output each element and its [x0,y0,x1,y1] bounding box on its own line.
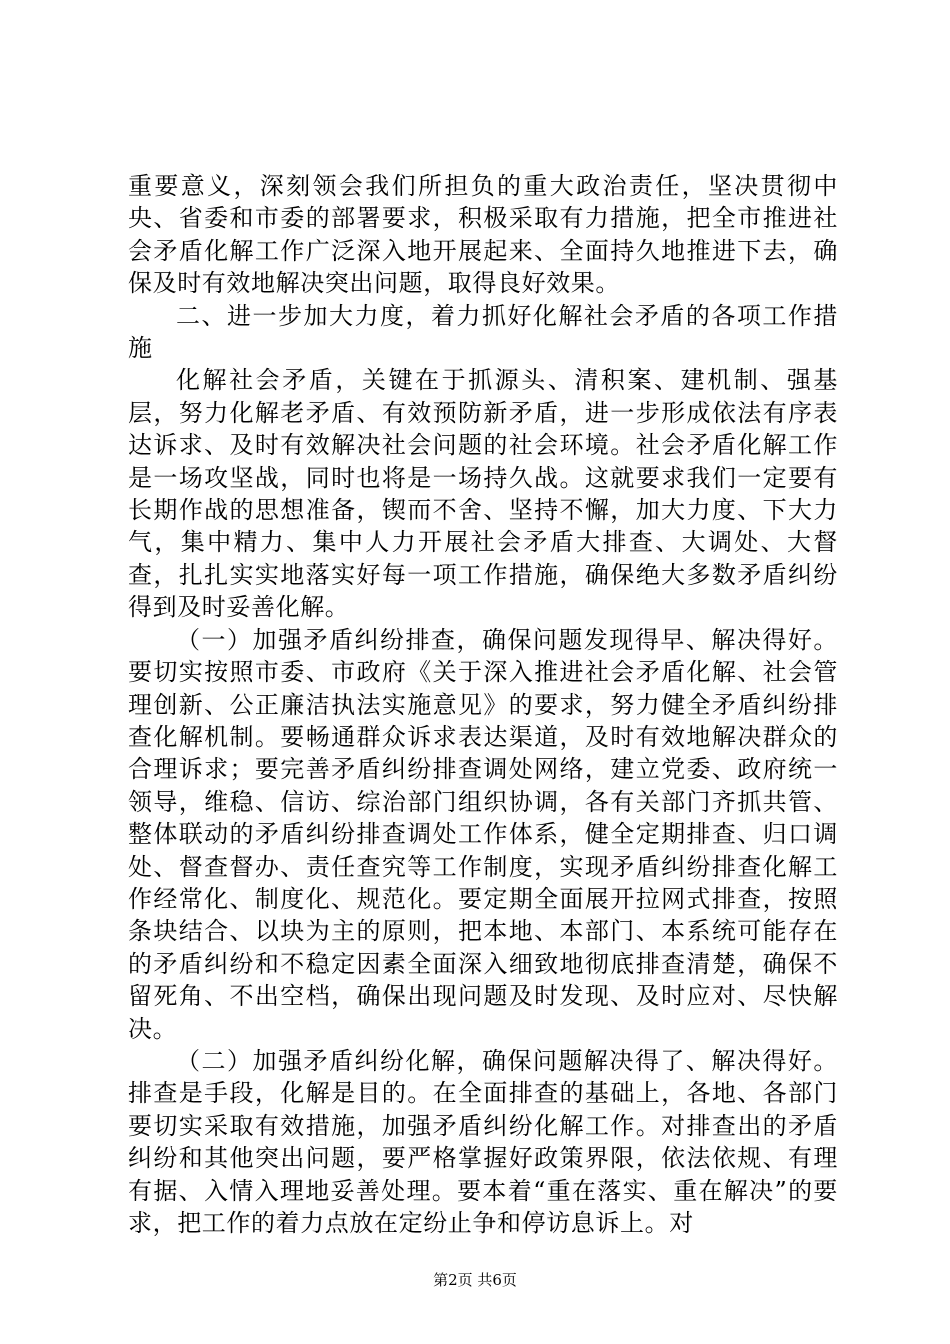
document-body [128,170,838,1239]
page-footer: 第2页 共6页 [433,1271,517,1289]
paragraph-4: （一）加强矛盾纠纷排查，确保问题发现得早、解决得好。要切实按照市委、市政府《关于深入推进社会矛盾化解、社会管理创新、公正廉洁执法实施意见》的要求，努力健全矛盾纠纷排查化解机制。要畅通群众诉求表达渠道，及时有效地解决群众的合理诉求；要完善矛盾纠纷排查调处网络，建立党委、政府统一领导，维稳、信访、综治部门组织协调，各有关部门齐抓共管、整体联动的矛盾纠纷排查调处工作体系，健全定期排查、归口调处、督查督办、责任查究等工作制度，实现矛盾纠纷排查化解工作经常化、制度化、规范化。要定期全面展开拉网式排查，按照条块结合、以块为主的原则，把本地、本部门、本系统可能存在的矛盾纠纷和不稳定因素全面深入细致地彻底排查清楚，确保不留死角、不出空档，确保出现问题及时发现、及时应对、尽快解决。 [128,625,838,1043]
paragraph-3: 化解社会矛盾，关键在于抓源头、清积案、建机制、强基层，努力化解老矛盾、有效预防新矛盾，进一步形成依法有序表达诉求、及时有效解决社会问题的社会环境。社会矛盾化解工作是一场攻坚战，同时也将是一场持久战。这就要求我们一定要有长期作战的思想准备，锲而不舍、坚持不懈，加大力度、下大力气，集中精力、集中人力开展社会矛盾大排查、大调处、大督查，扎扎实实地落实好每一项工作措施，确保绝大多数矛盾纠纷得到及时妥善化解。 [128,366,838,622]
section-heading-2: 二、进一步加大力度，着力抓好化解社会矛盾的各项工作措施 [128,301,838,363]
paragraph-1: 重要意义，深刻领会我们所担负的重大政治责任，坚决贯彻中央、省委和市委的部署要求，积极采取有力措施，把全市推进社会矛盾化解工作广泛深入地开展起来、全面持久地推进下去，确保及时有效地解决突出问题，取得良好效果。 [128,172,838,298]
paragraph-5: （二）加强矛盾纠纷化解，确保问题解决得了、解决得好。排查是手段，化解是目的。在全面排查的基础上，各地、各部门要切实采取有效措施，加强矛盾纠纷化解工作。对排查出的矛盾纠纷和其他突出问题，要严格掌握好政策界限，依法依规、有理有据、入情入理地妥善处理。要本着“重在落实、重在解决”的要求，把工作的着力点放在定纷止争和停访息诉上。对 [128,1046,838,1237]
